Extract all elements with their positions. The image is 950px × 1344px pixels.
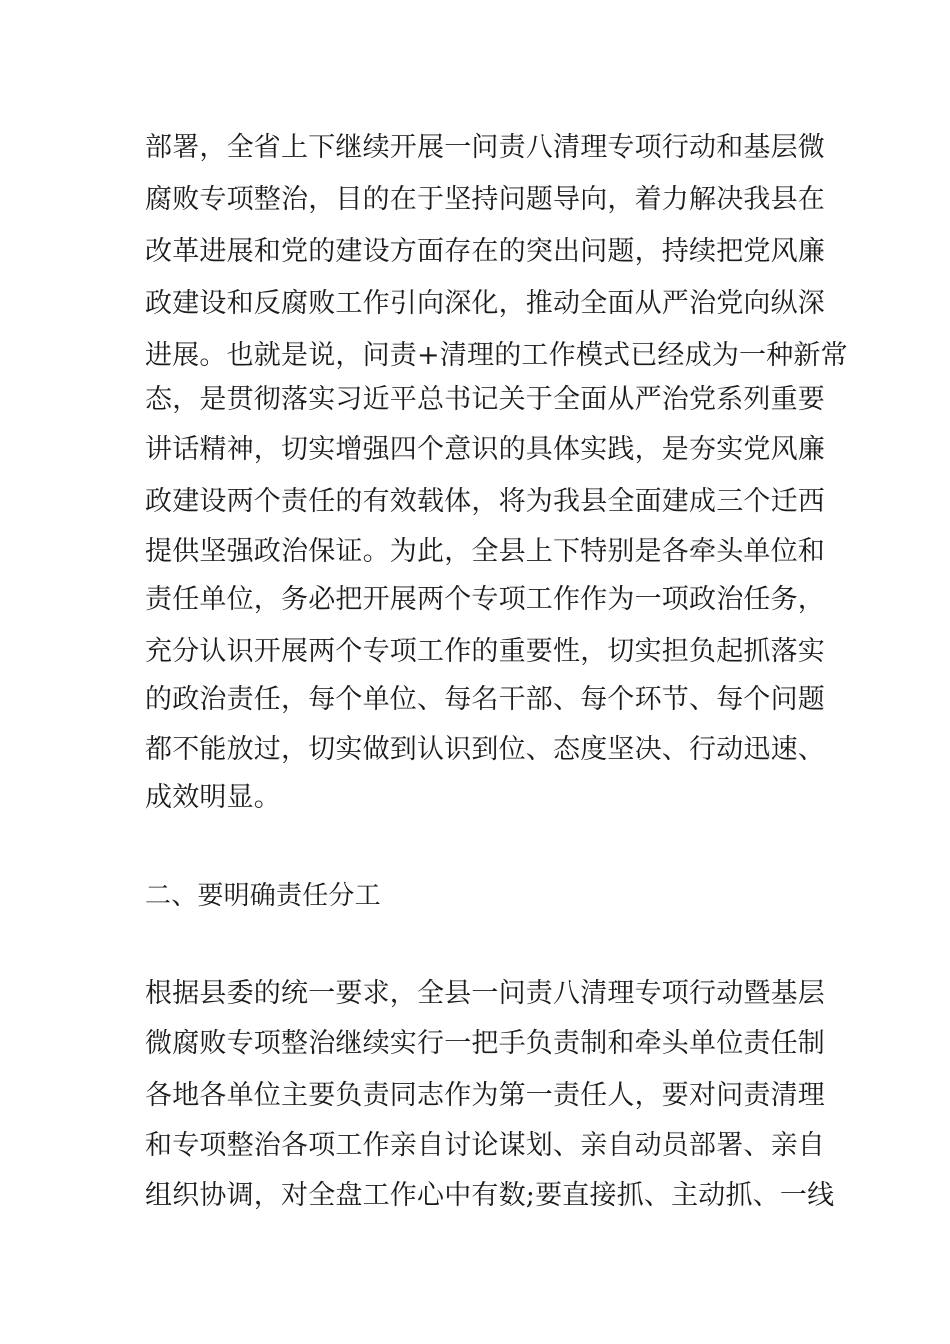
paragraph-1-line-3: 改革进展和党的建设方面存在的突出问题，持续把党风廉 bbox=[145, 236, 825, 267]
paragraph-1-line-10: 责任单位，务必把开展两个专项工作作为一项政治任务， bbox=[145, 584, 825, 615]
paragraph-1-line-5: 进展。也就是说，问责+清理的工作模式已经成为一种新常 bbox=[145, 340, 848, 371]
paragraph-2-line-5: 组织协调，对全盘工作心中有数;要直接抓、主动抓、一线 bbox=[145, 1180, 835, 1211]
paragraph-1-line-9: 提供坚强政治保证。为此，全县上下特别是各牵头单位和 bbox=[145, 536, 825, 567]
paragraph-1-line-1: 部署，全省上下继续开展一问责八清理专项行动和基层微 bbox=[145, 132, 825, 163]
paragraph-1-line-12: 的政治责任，每个单位、每名干部、每个环节、每个问题 bbox=[145, 684, 825, 715]
section-heading: 二、要明确责任分工 bbox=[145, 881, 381, 911]
paragraph-1-line-2: 腐败专项整治，目的在于坚持问题导向，着力解决我县在 bbox=[145, 184, 825, 215]
paragraph-2-line-4: 和专项整治各项工作亲自讨论谋划、亲自动员部署、亲自 bbox=[145, 1130, 825, 1161]
paragraph-1-line-6: 态，是贯彻落实习近平总书记关于全面从严治党系列重要 bbox=[145, 384, 825, 415]
paragraph-1-line-11: 充分认识开展两个专项工作的重要性，切实担负起抓落实 bbox=[145, 636, 825, 667]
paragraph-1-line-13: 都不能放过，切实做到认识到位、态度坚决、行动迅速、 bbox=[145, 734, 825, 765]
paragraph-1-line-8: 政建设两个责任的有效载体，将为我县全面建成三个迁西 bbox=[145, 486, 825, 517]
paragraph-1-line-7: 讲话精神，切实增强四个意识的具体实践，是夯实党风廉 bbox=[145, 434, 825, 465]
paragraph-2-line-3: 各地各单位主要负责同志作为第一责任人，要对问责清理 bbox=[145, 1080, 825, 1111]
paragraph-2-line-1: 根据县委的统一要求，全县一问责八清理专项行动暨基层 bbox=[145, 978, 825, 1009]
paragraph-1-line-4: 政建设和反腐败工作引向深化，推动全面从严治党向纵深 bbox=[145, 288, 825, 319]
paragraph-2-line-2: 微腐败专项整治继续实行一把手负责制和牵头单位责任制 bbox=[145, 1028, 825, 1059]
paragraph-1-line-14: 成效明显。 bbox=[145, 782, 281, 813]
